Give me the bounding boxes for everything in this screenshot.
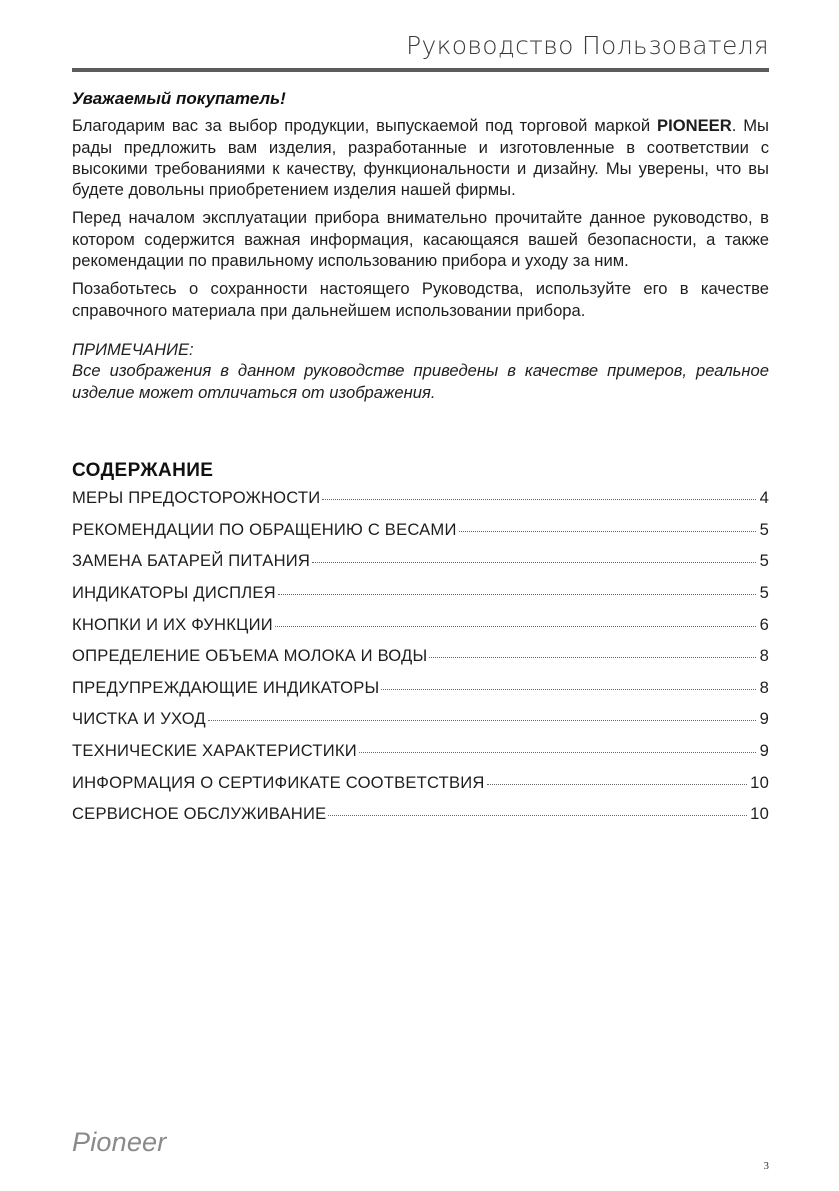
toc-leader-dots: [275, 626, 756, 627]
toc-item[interactable]: [72, 519, 769, 551]
intro-paragraph-3: Позаботьтесь о сохранности настоящего Руководства, используйте его в качестве справочного материала при дальнейшем использовании прибора.: [72, 279, 769, 320]
header-divider: [72, 68, 769, 72]
toc-leader-dots: [459, 531, 756, 532]
toc-item-page: 5: [759, 582, 769, 602]
toc-item[interactable]: [72, 708, 769, 740]
toc-item-title: МЕРЫ ПРЕДОСТОРОЖНОСТИ: [72, 488, 321, 508]
table-of-contents: [72, 487, 769, 835]
page-header-title: Руководство Пользователя: [406, 31, 769, 60]
toc-leader-dots: [312, 562, 756, 563]
toc-item-title: ТЕХНИЧЕСКИЕ ХАРАКТЕРИСТИКИ: [72, 740, 357, 760]
toc-item-title: КНОПКИ И ИХ ФУНКЦИИ: [72, 614, 273, 634]
note-text: Все изображения в данном руководстве приведены в качестве примеров, реальное изделие может отличаться от изображения.: [72, 361, 769, 402]
toc-leader-dots: [278, 594, 756, 595]
toc-item-page: 6: [759, 614, 769, 634]
toc-item[interactable]: [72, 740, 769, 772]
toc-item-page: 10: [750, 804, 769, 824]
intro-paragraph-2: Перед началом эксплуатации прибора внимательно прочитайте данное руководство, в котором содержится важная информация, касающаяся вашей безопасности, а также рекомендации по правильному использованию прибора и уходу за ним.: [72, 208, 769, 271]
toc-item-title: ПРЕДУПРЕЖДАЮЩИЕ ИНДИКАТОРЫ: [72, 677, 380, 697]
toc-item-page: 8: [759, 677, 769, 697]
toc-item[interactable]: [72, 614, 769, 646]
toc-item[interactable]: [72, 582, 769, 614]
toc-item[interactable]: [72, 677, 769, 709]
toc-item-page: 5: [759, 519, 769, 539]
toc-leader-dots: [381, 689, 756, 690]
toc-item-page: 5: [759, 551, 769, 571]
toc-item-title: ЧИСТКА И УХОД: [72, 709, 206, 729]
toc-item-page: 9: [759, 709, 769, 729]
toc-leader-dots: [328, 815, 747, 816]
toc-leader-dots: [208, 720, 756, 721]
toc-item-title: ИНФОРМАЦИЯ О СЕРТИФИКАТЕ СООТВЕТСТВИЯ: [72, 772, 485, 792]
brand-name: PIONEER: [657, 116, 732, 136]
intro-p1-text-after: . Мы рады предложить вам изделия, разработанные и изготовленные в соответствии с высокими требованиями к качеству, функциональности и дизайну. Мы уверены, что вы будете довольны приобретением изделия нашей фирмы.: [72, 116, 769, 200]
greeting-heading: Уважаемый покупатель!: [72, 89, 286, 108]
pioneer-logo: Pioneer: [72, 1127, 167, 1157]
toc-item-title: ИНДИКАТОРЫ ДИСПЛЕЯ: [72, 582, 276, 602]
note-label: ПРИМЕЧАНИЕ:: [72, 339, 194, 359]
toc-item-page: 8: [759, 646, 769, 666]
toc-item[interactable]: [72, 487, 769, 519]
intro-p1-text-before: Благодарим вас за выбор продукции, выпускаемой под торговой маркой: [72, 116, 658, 136]
toc-item-page: 10: [750, 772, 769, 792]
toc-leader-dots: [429, 657, 756, 658]
toc-leader-dots: [322, 499, 756, 500]
page-content: [72, 88, 769, 835]
toc-item[interactable]: [72, 772, 769, 804]
toc-item-page: 4: [759, 488, 769, 508]
toc-item[interactable]: [72, 550, 769, 582]
page-number: 3: [763, 1160, 769, 1172]
toc-item[interactable]: [72, 645, 769, 677]
toc-item-page: 9: [759, 740, 769, 760]
toc-leader-dots: [359, 752, 756, 753]
toc-item-title: СЕРВИСНОЕ ОБСЛУЖИВАНИЕ: [72, 804, 327, 824]
toc-item-title: ЗАМЕНА БАТАРЕЙ ПИТАНИЯ: [72, 551, 311, 571]
toc-leader-dots: [487, 784, 748, 785]
toc-item-title: ОПРЕДЕЛЕНИЕ ОБЪЕМА МОЛОКА И ВОДЫ: [72, 646, 428, 666]
toc-heading: СОДЕРЖАНИЕ: [72, 459, 214, 481]
intro-paragraph-1: [72, 115, 769, 200]
toc-item-title: РЕКОМЕНДАЦИИ ПО ОБРАЩЕНИЮ С ВЕСАМИ: [72, 519, 457, 539]
toc-item[interactable]: [72, 803, 769, 835]
